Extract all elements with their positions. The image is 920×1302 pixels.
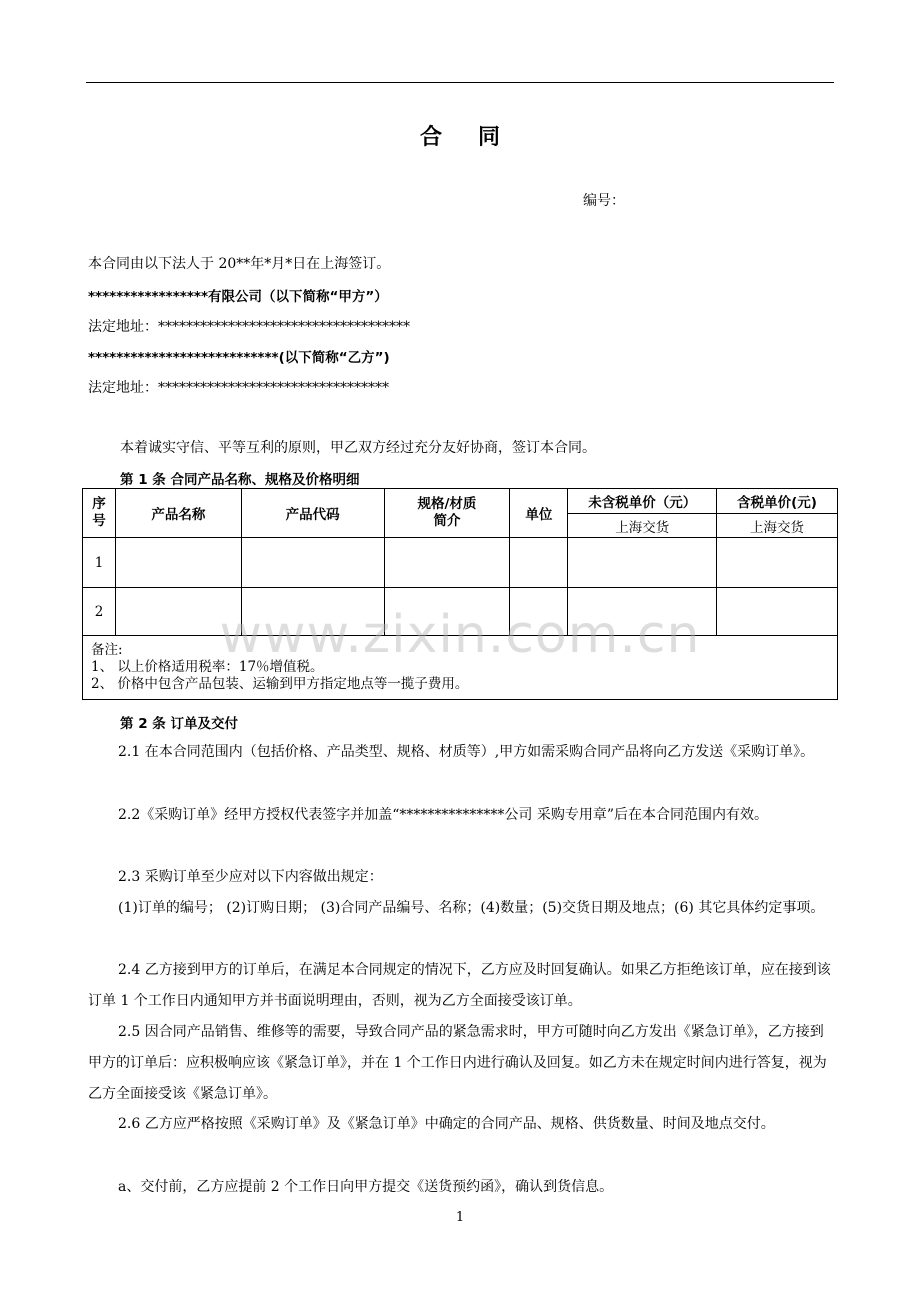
clause-2-6-a: a、交付前，乙方应提前 2 个工作日向甲方提交《送货预约函》，确认到货信息。: [118, 1179, 614, 1195]
row-seq: 2: [83, 588, 116, 636]
article-2-heading: 第 2 条 订单及交付: [120, 716, 238, 732]
contract-number-label: 编号：: [583, 193, 625, 209]
note-1: 1、 以上价格适用税率：17％增值税。: [91, 659, 324, 675]
header-rule: [86, 82, 834, 83]
col-price-inc-tax-header: 含税单价(元): [717, 489, 838, 514]
col-price-ex-tax-header: 未含税单价（元）: [568, 489, 717, 514]
col-unit-header: 单位: [510, 489, 568, 538]
clause-2-6: 2.6 乙方应严格按照《采购订单》及《紧急订单》中确定的合同产品、规格、供货数量、时间及地点交付。: [118, 1116, 775, 1132]
clause-2-4: 2.4 乙方接到甲方的订单后，在满足本合同规定的情况下，乙方应及时回复确认。如果乙方拒绝该订单，应在接到该订单 1 个工作日内通知甲方并书面说明理由，否则，视为乙方全面接受该订单。: [88, 962, 831, 1009]
article-1-heading: 第 1 条 合同产品名称、规格及价格明细: [120, 472, 360, 488]
party-b-address: 法定地址：*********************************: [88, 380, 389, 396]
clause-2-2: 2.2《采购订单》经甲方授权代表签字并加盖“***************公司 采购专用章”后在本合同范围内有效。: [118, 807, 769, 823]
note-2: 2、 价格中包含产品包装、运输到甲方指定地点等一揽子费用。: [91, 676, 469, 692]
party-a-name: *****************有限公司（以下简称“甲方”）: [88, 289, 388, 305]
page-number: 1: [455, 1210, 465, 1225]
col-name-header: 产品名称: [115, 489, 241, 538]
signing-intro: 本合同由以下法人于 20**年*月*日在上海签订。: [88, 256, 391, 272]
clause-2-1: 2.1 在本合同范围内（包括价格、产品类型、规格、材质等）,甲方如需采购合同产品将向乙方发送《采购订单》。: [118, 744, 815, 760]
party-b-name: ***************************(以下简称“乙方”): [88, 350, 390, 366]
table-row: [83, 538, 838, 588]
clause-2-5: 2.5 因合同产品销售、维修等的需要，导致合同产品的紧急需求时，甲方可随时向乙方发出《紧急订单》，乙方接到甲方的订单后：应积极响应该《紧急订单》，并在 1 个工作日内进行确认及回复。如乙方未在规定时间内进行答复，视为乙方全面接受该《紧急订单》。: [88, 1024, 827, 1102]
row-seq: 1: [83, 538, 116, 588]
col-seq-header: 序号: [83, 489, 116, 538]
party-a-address: 法定地址：************************************: [88, 319, 410, 335]
clause-2-3: 2.3 采购订单至少应对以下内容做出规定：: [118, 869, 383, 885]
document-title: 合 同: [419, 125, 501, 150]
clause-2-3-items: (1)订单的编号； (2)订购日期； (3)合同产品编号、名称；(4)数量；(5)交货日期及地点；(6) 其它具体约定事项。: [118, 900, 825, 916]
watermark: www.zixin.com.cn: [219, 605, 701, 665]
col-spec-header: 规格/材质 简介: [384, 489, 510, 538]
col-code-header: 产品代码: [241, 489, 384, 538]
notes-label: 备注:: [91, 642, 123, 658]
delivery-sub-header-2: 上海交货: [717, 514, 838, 538]
preamble: 本着诚实守信、平等互利的原则，甲乙双方经过充分友好协商，签订本合同。: [120, 440, 596, 456]
product-price-table: [82, 488, 838, 700]
delivery-sub-header-1: 上海交货: [568, 514, 717, 538]
